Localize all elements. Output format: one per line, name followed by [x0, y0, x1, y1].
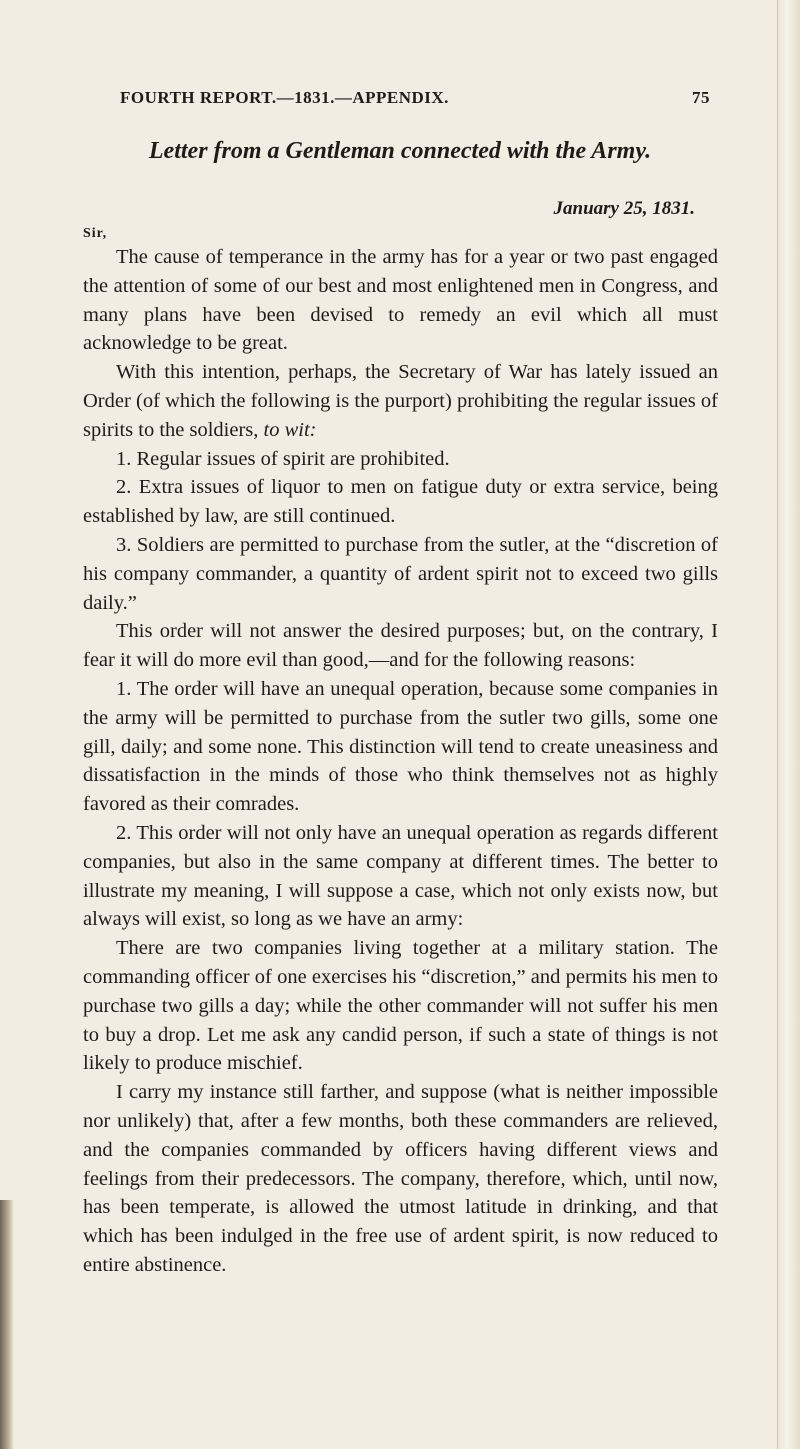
running-title: FOURTH REPORT.—1831.—APPENDIX.	[120, 88, 449, 107]
paragraph: This order will not answer the desired purposes; but, on the contrary, I fear it will do more evil than good,—and for the following reasons:	[83, 620, 718, 672]
paragraph: I carry my instance still farther, and suppose (what is neither impossible nor unlikely) that, after a few months, both these commanders are relieved, and the companies commanded by officers having different views and feelings from their predecessors. The company, therefore, which, until now, has been temperate, is allowed the utmost latitude in drinking, and that which has been indulged in the free use of ardent spirit, is now reduced to entire abstinence.	[83, 1081, 718, 1276]
paragraph: There are two companies living together at a military station. The commanding officer of one exercises his “discretion,” and permits his men to purchase two gills a day; while the other commander will not suffer his men to buy a drop. Let me ask any candid person, if such a state of things is not likely to produce mischief.	[83, 937, 718, 1075]
page-number: 75	[692, 88, 710, 107]
salutation: Sir,	[83, 226, 108, 241]
paragraph: With this intention, perhaps, the Secretary of War has lately issued an Order (of which the following is the purport) prohibiting the regular issues of spirits to the soldiers, to wit:	[83, 361, 718, 441]
list-item: 2. This order will not only have an unequal operation as regards different companies, but also in the same company at different times. The better to illustrate my meaning, I will suppose a case, which not only exists now, but always will exist, so long as we have an army:	[83, 821, 718, 931]
list-item: 1. The order will have an unequal operation, because some companies in the army will be permitted to purchase from the sutler two gills, some one gill, daily; and some none. This distinction will tend to create uneasiness and dissatisfaction in the minds of those who think themselves not as highly favored as their comrades.	[83, 677, 718, 816]
binding-shadow	[0, 1200, 14, 1449]
letter-title: Letter from a Gentleman connected with the Army.	[148, 138, 652, 164]
list-item: 3. Soldiers are permitted to purchase from the sutler, at the “discretion of his company commander, a quantity of ardent spirit not to exceed two gills daily.”	[83, 533, 718, 614]
list-item: 1. Regular issues of spirit are prohibited.	[116, 447, 450, 470]
page-edge	[777, 0, 800, 1449]
letter-date: January 25, 1831.	[553, 198, 695, 219]
emphasis: to wit:	[263, 418, 317, 441]
letter-body	[83, 243, 718, 1280]
running-header	[120, 88, 710, 118]
list-item: 2. Extra issues of liquor to men on fatigue duty or extra service, being established by law, are still continued.	[83, 476, 718, 528]
paragraph: The cause of temperance in the army has for a year or two past engaged the attention of some of our best and most enlightened men in Congress, and many plans have been devised to remedy an evil which all must acknowledge to be great.	[83, 246, 718, 355]
